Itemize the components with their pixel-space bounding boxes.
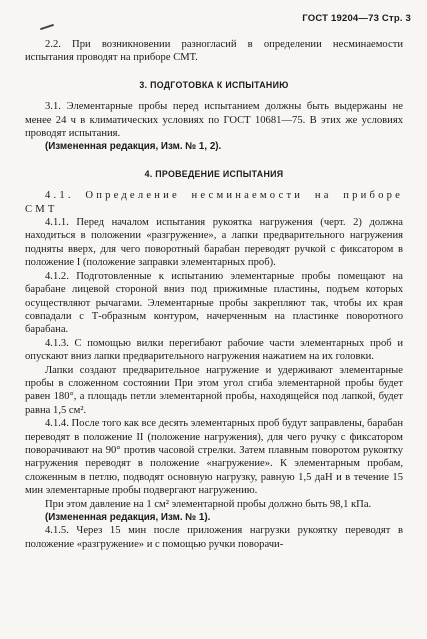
paragraph: 3.1. Элементарные пробы перед испытанием должны быть выдержаны не менее 24 ч в климатических условиях по ГОСТ 10681—75. В этих же условиях проводят испытания.: [25, 101, 403, 140]
amendment-note: (Измененная редакция, Изм. № 1, 2).: [45, 141, 222, 153]
paragraph: 4.1.1. Перед началом испытания рукоятка нагружения (черт. 2) должна находиться в положении «разгружение», а лапки предварительного нагружения подняты вверх, для чего поворотный барабан переводят ручкой с фиксатором в положение I (положение заправки элементарных проб).: [25, 217, 403, 269]
paragraph: 4.1.4. После того как все десять элементарных проб будут заправлены, барабан переводят в положение II (положение нагружения), для чего ручку с фиксатором поворачивают на 90° против часовой стрелки. Затем плавным поворотом рукоятку нагружения переводят в положение «нагружение». К элементарным пробам, сложенным в петлю, подводят основную нагрузку, равную 1,5 даН и в течение 15 мин элементарные пробы подвергают нагружению.: [25, 418, 403, 497]
spacer: [25, 65, 403, 79]
paragraph: При этом давление на 1 см² элементарной пробы должно быть 98,1 кПа.: [45, 498, 372, 510]
paragraph: 4.1.3. С помощью вилки перегибают рабочие части элементарных проб и опускают вниз лапки предварительного нагружения нажатием на их головки.: [25, 337, 403, 363]
section-heading: 3. ПОДГОТОВКА К ИСПЫТАНИЮ: [139, 79, 289, 90]
paragraph: 2.2. При возникновении разногласий в определении несминаемости испытания проводят на приборе СМТ.: [25, 39, 403, 64]
paragraph: 4.1.2. Подготовленные к испытанию элементарные пробы помещают на барабане лицевой стороной вниз под прижимные пластины, подъем которых осуществляют рычагами. Элементарные пробы закрепляют так, чтобы их края совпадали с Т-образным контуром, начерченным на пластинке поворотного барабана.: [25, 270, 403, 336]
section-heading: 4. ПРОВЕДЕНИЕ ИСПЫТАНИЯ: [144, 168, 284, 179]
ink-mark: [40, 24, 54, 30]
spacer: [25, 181, 403, 189]
amendment-note: (Измененная редакция, Изм. № 1).: [45, 512, 211, 523]
spacer: [25, 92, 403, 100]
document-body: [25, 38, 403, 551]
paragraph: 4.1. Определение несминаемости на приборе СМТ: [25, 190, 403, 215]
page-header: ГОСТ 19204—73 Стр. 3: [302, 13, 411, 24]
paragraph: Лапки создают предварительное нагружение и удерживают элементарные пробы в сложенном состоянии При этом угол сгиба элементарной пробы будет равен 180°, а площадь петли элементарной пробы, находящейся под лапкой, будет равна 1,5 см².: [25, 364, 403, 416]
paragraph: 4.1.5. Через 15 мин после приложения нагрузки рукоятку переводят в положение «разгружение» и с помощью ручки поворачи-: [25, 525, 403, 550]
spacer: [25, 154, 403, 168]
